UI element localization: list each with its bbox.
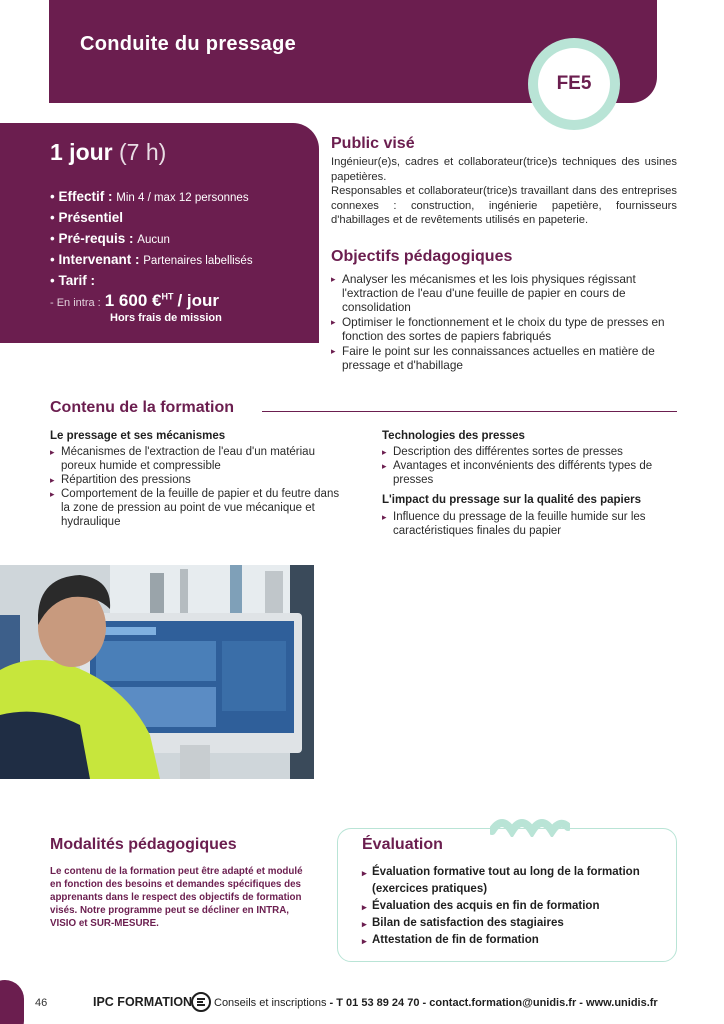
list-item (382, 510, 677, 538)
modalites-title: Modalités pédagogiques (50, 836, 237, 853)
duration-days: 1 jour (50, 139, 113, 165)
info-value: Aucun (137, 234, 170, 246)
list-item (331, 272, 677, 314)
footer-contact-label: Conseils et inscriptions (214, 997, 327, 1009)
page-number: 46 (35, 997, 48, 1009)
list-item (382, 459, 677, 487)
operator-photo (0, 565, 314, 779)
list-item-text: Évaluation formative tout au long de la formation (exercices pratiques) (372, 866, 640, 895)
price-unit: / jour (177, 291, 220, 310)
triangle-bullet-icon: ▸ (50, 475, 55, 485)
duration-hours: (7 h) (119, 139, 167, 165)
triangle-bullet-icon: ▸ (331, 317, 336, 327)
content-heading: L'impact du pressage sur la qualité des papiers (382, 494, 642, 506)
objectives-title: Objectifs pédagogiques (331, 248, 513, 265)
price-prefix: - En intra : (50, 297, 101, 309)
triangle-bullet-icon: ▸ (362, 868, 367, 878)
list-item (362, 915, 672, 932)
page-title: Conduite du pressage (80, 33, 297, 55)
list-item-text: Avantages et inconvénients des différents types de presses (393, 460, 653, 486)
evaluation-title: Évaluation (362, 836, 443, 853)
triangle-bullet-icon: ▸ (382, 447, 387, 457)
course-code-badge (528, 38, 620, 130)
info-label: Pré-requis : (58, 231, 134, 246)
list-item (50, 487, 340, 529)
content-list (382, 510, 677, 538)
public-paragraph: Responsables et collaborateur(trice)s travaillant dans des entreprises connexes : construction, ingénierie papetière, fournisseurs d'habillages et de revêtements utilisés en papeterie. (331, 185, 677, 226)
list-item (331, 344, 677, 372)
public-text (331, 155, 677, 228)
footer-contact (214, 997, 658, 1009)
info-item: • Présentiel (50, 210, 124, 225)
list-item (331, 315, 677, 343)
list-item (362, 898, 672, 915)
triangle-bullet-icon: ▸ (362, 902, 367, 912)
list-item-text: Influence du pressage de la feuille humide sur les caractéristiques finales du papier (393, 511, 646, 537)
list-item-text: Évaluation des acquis en fin de formation (372, 900, 600, 912)
list-item-text: Optimiser le fonctionnement et le choix du type de presses en fonction des sortes de papiers fabriqués (342, 315, 665, 343)
modalites-text: Le contenu de la formation peut être adapté et modulé en fonction des besoins et demandes spécifiques des apprenants dans le respect des objectifs de formation visés. Notre programme peut se décliner en INTRA, VISIO et SUR-MESURE. (50, 866, 303, 929)
operator-at-screen-illustration (0, 565, 314, 779)
list-item (362, 932, 672, 949)
list-item (362, 864, 672, 898)
list-item (382, 445, 677, 459)
list-item-text: Description des différentes sortes de presses (393, 446, 623, 458)
triangle-bullet-icon: ▸ (331, 346, 336, 356)
ipc-logo-icon (190, 991, 212, 1013)
triangle-bullet-icon: ▸ (362, 936, 367, 946)
triangle-bullet-icon: ▸ (362, 919, 367, 929)
triangle-bullet-icon: ▸ (331, 274, 336, 284)
info-value: Partenaires labellisés (143, 255, 253, 267)
footer-page-tab (0, 980, 24, 1024)
public-title: Public visé (331, 135, 415, 152)
price-row (50, 291, 219, 311)
info-label: Tarif : (58, 273, 95, 288)
list-item-text: Analyser les mécanismes et les lois physiques régissant l'extraction de l'eau d'une feuille de papier en cours de consolidation (342, 272, 636, 314)
price-tax: HT (161, 291, 174, 302)
triangle-bullet-icon: ▸ (382, 461, 387, 471)
list-item (50, 473, 340, 487)
list-item-text: Mécanismes de l'extraction de l'eau d'un matériau poreux humide et compressible (61, 446, 315, 472)
info-label: Intervenant : (58, 252, 140, 267)
footer-brand: IPC FORMATION (93, 995, 193, 1009)
list-item-text: Comportement de la feuille de papier et du feutre dans la zone de pression au point de vue mécanique et hydraulique (61, 488, 340, 528)
info-label: Effectif : (58, 189, 113, 204)
info-item: • Pré-requis : Aucun (50, 231, 170, 246)
info-panel (0, 123, 319, 343)
duration (50, 139, 166, 166)
list-item-text: Attestation de fin de formation (372, 934, 539, 946)
price-value (105, 291, 174, 311)
info-item: • Tarif : (50, 273, 95, 288)
wave-decoration-icon (490, 813, 570, 837)
info-list (50, 189, 253, 294)
contenu-title: Contenu de la formation (50, 399, 234, 416)
triangle-bullet-icon: ▸ (50, 447, 55, 457)
list-item (50, 445, 340, 473)
list-item-text: Bilan de satisfaction des stagiaires (372, 917, 564, 929)
info-item: • Intervenant : Partenaires labellisés (50, 252, 253, 267)
objectives-list (331, 272, 677, 373)
triangle-bullet-icon: ▸ (382, 512, 387, 522)
triangle-bullet-icon: ▸ (50, 489, 55, 499)
content-heading: Technologies des presses (382, 430, 525, 442)
list-item-text: Répartition des pressions (61, 474, 191, 486)
info-item: • Effectif : Min 4 / max 12 personnes (50, 189, 249, 204)
section-divider (262, 411, 677, 412)
info-label: Présentiel (58, 210, 124, 225)
evaluation-list (362, 864, 672, 949)
price-note: Hors frais de mission (110, 312, 222, 324)
content-list (50, 445, 340, 529)
price-amount: 1 600 € (104, 291, 162, 310)
content-list (382, 445, 677, 487)
list-item-text: Faire le point sur les connaissances actuelles en matière de pressage et d'habillage (342, 344, 655, 372)
content-heading: Le pressage et ses mécanismes (50, 430, 226, 442)
course-code: FE5 (538, 48, 610, 120)
public-paragraph: Ingénieur(e)s, cadres et collaborateur(trice)s techniques des usines papetières. (331, 156, 677, 183)
info-value: Min 4 / max 12 personnes (116, 192, 249, 204)
footer-contact-details: - T 01 53 89 24 70 - contact.formation@unidis.fr - www.unidis.fr (326, 997, 658, 1009)
